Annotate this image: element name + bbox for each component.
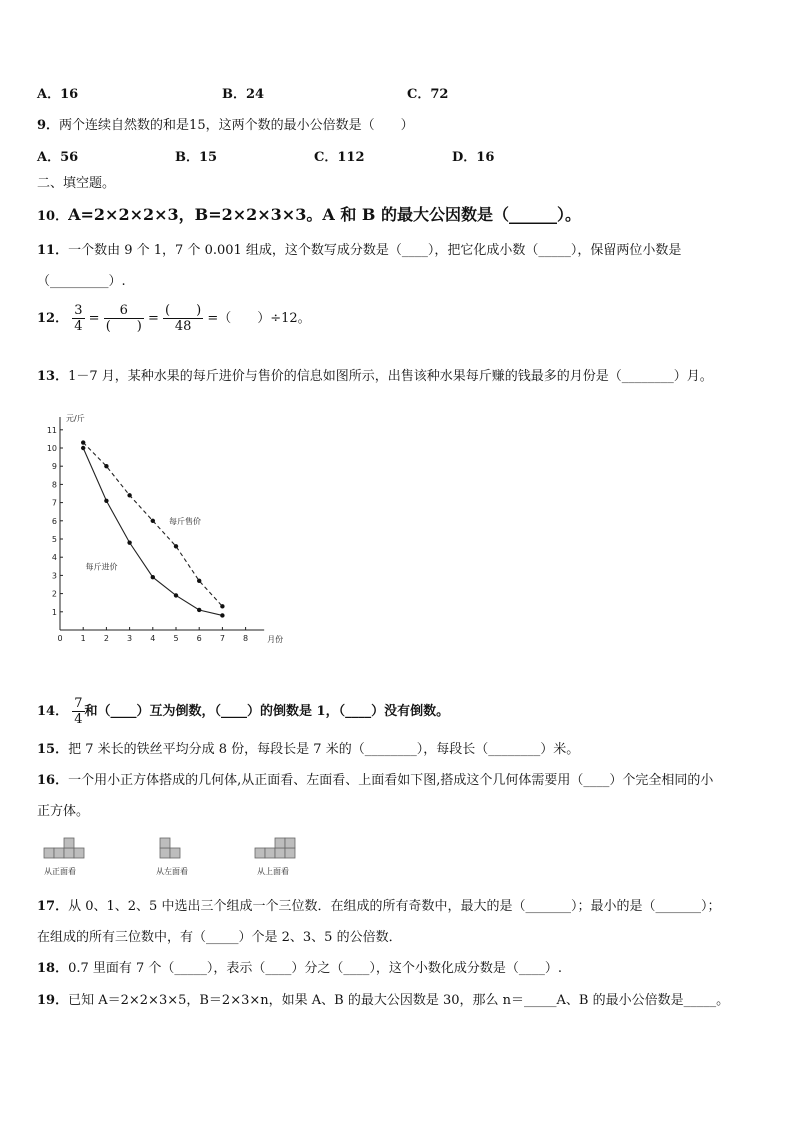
q17-number: 17． (37, 899, 69, 914)
price-chart-svg (44, 398, 294, 648)
q14-number: 14． (37, 704, 69, 719)
data-point (81, 440, 85, 444)
data-point (174, 544, 178, 548)
q13-text: 1－7 月，某种水果的每斤进价与售价的信息如图所示，出售该种水果每斤赚的钱最多的月份是（________）月。 (68, 369, 713, 384)
q15-text: 把 7 米长的铁丝平均分成 8 份，每段长是 7 米的（________），每段长（________）米。 (68, 742, 580, 757)
q19-number: 19． (37, 993, 69, 1008)
q8-option-b: B．24 (222, 87, 265, 102)
data-point (197, 608, 201, 612)
q10-text: A=2×2×2×3，B=2×2×3×3。A 和 B 的最大公因数是（______）。 (68, 205, 581, 224)
q12-number: 12． (37, 311, 69, 326)
y-tick-label: 2 (51, 589, 57, 599)
question-12 (37, 304, 311, 333)
q12-fraction-3 (163, 304, 203, 333)
q18-number: 18． (37, 961, 69, 976)
q12-f3-denominator: 48 (174, 319, 192, 334)
y-tick-label: 7 (51, 498, 57, 508)
x-tick-label: 1 (80, 634, 86, 643)
q12-f2-denominator: ( ) (105, 319, 142, 334)
x-tick-label: 6 (196, 634, 202, 643)
y-tick-label: 11 (46, 425, 57, 435)
question-14 (37, 697, 449, 726)
q8-option-c: C．72 (407, 87, 449, 102)
top-view-label: 从上面看 (257, 867, 289, 876)
series-label-purchase-price: 每斤进价 (85, 562, 118, 572)
question-18 (37, 957, 562, 976)
q8-option-a: A．16 (37, 87, 79, 102)
data-point (220, 604, 224, 608)
three-views-figure (40, 832, 320, 882)
y-tick-label: 9 (51, 462, 57, 472)
x-tick-label: 7 (219, 634, 225, 643)
question-9 (37, 114, 414, 133)
q12-equals-2: = (148, 311, 159, 326)
q15-number: 15． (37, 742, 69, 757)
q18-text: 0.7 里面有 7 个（_____），表示（____）分之（____），这个小数化成分数是（____）. (68, 961, 563, 976)
x-tick-label: 5 (173, 634, 179, 643)
question-16 (37, 769, 713, 788)
q9-option-b: B．15 (175, 150, 218, 165)
left-view-shape (160, 838, 180, 858)
section-heading-fill-in: 二、填空题。 (37, 176, 116, 191)
q12-f1-denominator: 4 (74, 319, 83, 334)
question-11 (37, 239, 681, 258)
q12-tail: =（ ）÷12。 (207, 311, 311, 326)
data-point (220, 613, 224, 617)
q12-f1-numerator: 3 (74, 303, 83, 318)
q9-text: 两个连续自然数的和是15，这两个数的最小公倍数是（ ） (59, 118, 414, 133)
question-15 (37, 738, 579, 757)
question-19 (37, 989, 729, 1008)
q9-option-a: A．56 (37, 150, 79, 165)
q9-option-d: D．16 (452, 150, 495, 165)
top-view-shape (255, 838, 295, 858)
series-label-selling-price: 每斤售价 (169, 516, 202, 526)
data-point (104, 464, 108, 468)
data-point (104, 499, 108, 503)
y-tick-label: 10 (46, 444, 57, 453)
data-point (81, 446, 85, 450)
q16-text: 一个用小正方体搭成的几何体,从正面看、左面看、上面看如下图,搭成这个几何体需要用（____）个完全相同的小 (68, 773, 714, 788)
q19-text: 已知 A＝2×2×3×5，B＝2×3×n，如果 A、B 的最大公因数是 30，那么 n＝_____A、B 的最小公倍数是_____。 (68, 993, 730, 1008)
q9-option-c: C．112 (314, 150, 365, 165)
q16-number: 16． (37, 773, 69, 788)
question-13 (37, 365, 713, 384)
q12-fraction-1 (72, 304, 84, 333)
q11-text: 一个数由 9 个 1，7 个 0.001 组成，这个数写成分数是（____），把它化成小数（_____），保留两位小数是 (68, 243, 682, 258)
q17-continuation: 在组成的所有三位数中，有（_____）个是 2、3、5 的公倍数． (37, 930, 402, 945)
data-point (174, 593, 178, 597)
q11-continuation: （_________）. (37, 274, 126, 289)
y-tick-label: 6 (51, 516, 57, 526)
y-tick-label: 5 (51, 535, 57, 544)
left-view-label: 从左面看 (156, 867, 188, 876)
front-view-shape (44, 838, 84, 858)
q12-f2-numerator: 6 (104, 304, 144, 319)
y-axis-label: 元/斤 (66, 414, 85, 424)
series-line-selling-price (83, 443, 222, 607)
three-views-svg (40, 832, 320, 882)
x-axis-label: 月份 (267, 635, 284, 644)
q14-fraction (72, 697, 84, 726)
q14-frac-denominator: 4 (74, 712, 83, 727)
q9-number: 9． (37, 118, 60, 133)
data-point (127, 493, 131, 497)
question-17 (37, 895, 720, 914)
q12-fraction-2 (104, 304, 144, 333)
y-tick-label: 8 (51, 480, 57, 490)
q17-text: 从 0、1、2、5 中选出三个组成一个三位数．在组成的所有奇数中，最大的是（_______）；最小的是（_______）； (68, 899, 721, 914)
data-point (127, 540, 131, 544)
data-point (151, 519, 155, 523)
q10-number: 10． (37, 209, 69, 224)
data-point (197, 579, 201, 583)
q12-f3-numerator: ( ) (165, 303, 202, 318)
q13-number: 13． (37, 369, 69, 384)
series-line-purchase-price (83, 448, 222, 615)
front-view-label: 从正面看 (44, 867, 76, 876)
x-tick-label: 4 (150, 634, 156, 643)
q12-equals-1: = (88, 311, 100, 326)
x-tick-label: 2 (103, 634, 109, 643)
y-tick-label: 4 (51, 553, 57, 563)
y-tick-label: 3 (51, 571, 57, 581)
price-chart (44, 398, 294, 648)
q14-frac-numerator: 7 (74, 696, 83, 711)
x-tick-label: 0 (57, 634, 63, 643)
q11-number: 11． (37, 243, 69, 258)
data-point (151, 575, 155, 579)
q14-text: 和（____）互为倒数，（____）的倒数是 1，（____）没有倒数。 (84, 704, 450, 719)
x-tick-label: 8 (243, 634, 249, 643)
x-tick-label: 3 (127, 634, 133, 643)
y-tick-label: 1 (51, 607, 57, 617)
question-10 (37, 202, 581, 225)
q16-continuation: 正方体。 (37, 804, 90, 819)
